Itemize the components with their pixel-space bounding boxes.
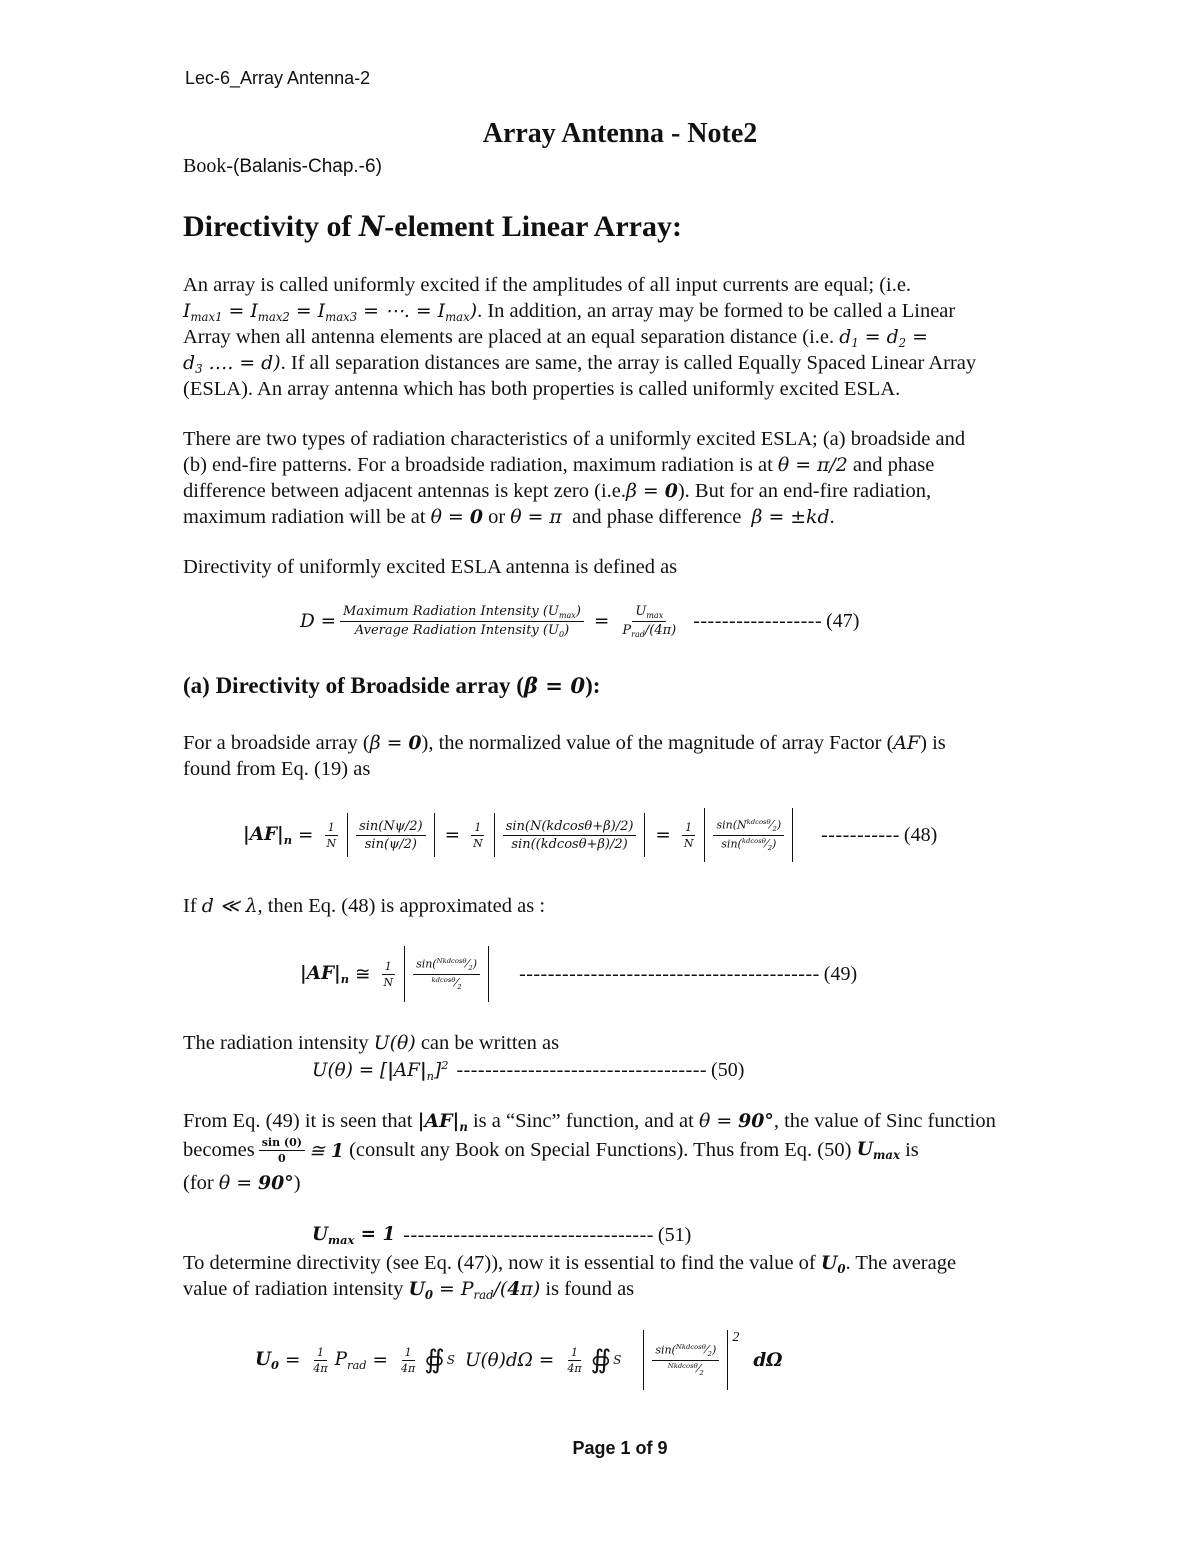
para1-line2: $I_{max1} = I_{max2} = I_{max3}$ = ⋯. = $I_{max}$). In addition, an array may be formed to be called a Linear	[183, 300, 956, 325]
para8-line1: To determine directivity (see Eq. (47)), now it is essential to find the value of $U_0$. The average	[183, 1252, 957, 1277]
eq47-fraction-1: $\frac{Maximum Radiation Intensity (U_{max})}{Average Radiation Intensity (U_0)}$	[340, 604, 584, 639]
book-reference	[183, 155, 382, 178]
para7-line1: From Eq. (49) it is seen that $|AF|_n$ is a “Sinc” function, and at θ = 90°, the value of Sinc function	[183, 1110, 996, 1135]
para1-line3: Array when all antenna elements are placed at an equal separation distance (i.e. $d_1 = d_2$ =	[183, 326, 928, 351]
section-heading-directivity: Directivity of N-element Linear Array:	[183, 210, 682, 243]
para7-line3: (for θ = 90°)	[183, 1172, 301, 1194]
section-heading-broadside: (a) Directivity of Broadside array (β = 0):	[183, 673, 601, 698]
book-ref: (Balanis-Chap.-6)	[233, 156, 382, 177]
page-header: Lec-6_Array Antenna-2	[185, 68, 371, 88]
surface-integral-icon-2: ∯	[590, 1345, 612, 1374]
para1-line5: (ESLA). An array antenna which has both properties is called uniformly excited ESLA.	[183, 378, 901, 400]
eq47-fraction-2: $\frac{U_{max}}{P_{rad}/(4\pi)}$	[622, 604, 677, 639]
equation-u0: $U_0$ = $\frac{1}{4\pi}$ $P_{rad}$ = $\frac{1}{4\pi}$ ∯ S U(θ)dΩ = $\frac{1}{4\pi}$ ∯ S $\frac{\sin(^{Nkdcos\theta}⁄_2)}{^{Nkdcos\theta}⁄_2}$ $^2$ dΩ	[255, 1330, 783, 1390]
page-footer: Page 1 of 9	[572, 1438, 668, 1458]
para2-line2: (b) end-fire patterns. For a broadside radiation, maximum radiation is at θ = π/2 and phase	[183, 454, 935, 476]
para8-line2: value of radiation intensity $U_0 = P_{rad}/(4\pi)$ is found as	[183, 1278, 635, 1303]
para7-line2: becomes $\frac{\sin (0)}{0}$ ≅ 1 (consult any Book on Special Functions). Thus from Eq. (50) $U_{max}$ is	[183, 1136, 919, 1165]
para1-line4: $d_3$ …. = d). If all separation distances are same, the array is called Equally Spaced Linear Array	[183, 352, 977, 377]
para6: The radiation intensity U(θ) can be written as	[183, 1032, 560, 1054]
para4-line2: found from Eq. (19) as	[183, 758, 371, 780]
para2-line1: There are two types of radiation characteristics of a uniformly excited ESLA; (a) broadside and	[183, 428, 966, 450]
equation-50: $U(\theta) = [|AF|_n]^2$ ----------------------------------- (50)	[312, 1058, 745, 1084]
book-prefix: Book-	[183, 155, 233, 177]
para2-line3: difference between adjacent antennas is kept zero (i.e.β = 0). But for an end-fire radiation,	[183, 480, 932, 502]
surface-integral-icon: ∯	[424, 1345, 445, 1374]
para2-line4: maximum radiation will be at θ = 0 or θ = π and phase difference β = ±kd.	[183, 506, 835, 528]
para3: Directivity of uniformly excited ESLA antenna is defined as	[183, 556, 678, 578]
equation-47: D = $\frac{Maximum Radiation Intensity (U_{max})}{Average Radiation Intensity (U_0)}$ = $\frac{U_{max}}{P_{rad}/(4\pi)}$ ------------------ (47)	[300, 604, 860, 639]
page-title: Array Antenna - Note2	[482, 118, 758, 149]
equation-48: $|AF|_n$ = $\frac{1}{N}$ $\frac{\sin(N\psi/2)}{\sin(\psi/2)}$ = $\frac{1}{N}$ $\frac{\sin(N(kdcos\theta+\beta)/2)}{\sin((kdcos\theta+\beta)/2)}$ = $\frac{1}{N}$ $\frac{\sin(N^{kdcos\theta}⁄_2)}{\sin(^{kdcos\theta}⁄_2)}$ ----------- (48)	[243, 808, 937, 862]
para1-line1: An array is called uniformly excited if the amplitudes of all input currents are equal; (i.e.	[183, 274, 912, 296]
para5: If d ≪ λ, then Eq. (48) is approximated as :	[183, 895, 546, 917]
equation-51: $U_{max} = 1$ ----------------------------------- (51)	[312, 1224, 692, 1247]
para4-line1: For a broadside array (β = 0), the normalized value of the magnitude of array Factor (AF) is	[183, 732, 946, 754]
equation-49: $|AF|_n$ ≅ $\frac{1}{N}$ $\frac{\sin(^{Nkdcos\theta}⁄_2)}{^{kdcos\theta}⁄_2}$ ------------------------------------------ (49)	[300, 946, 857, 1002]
